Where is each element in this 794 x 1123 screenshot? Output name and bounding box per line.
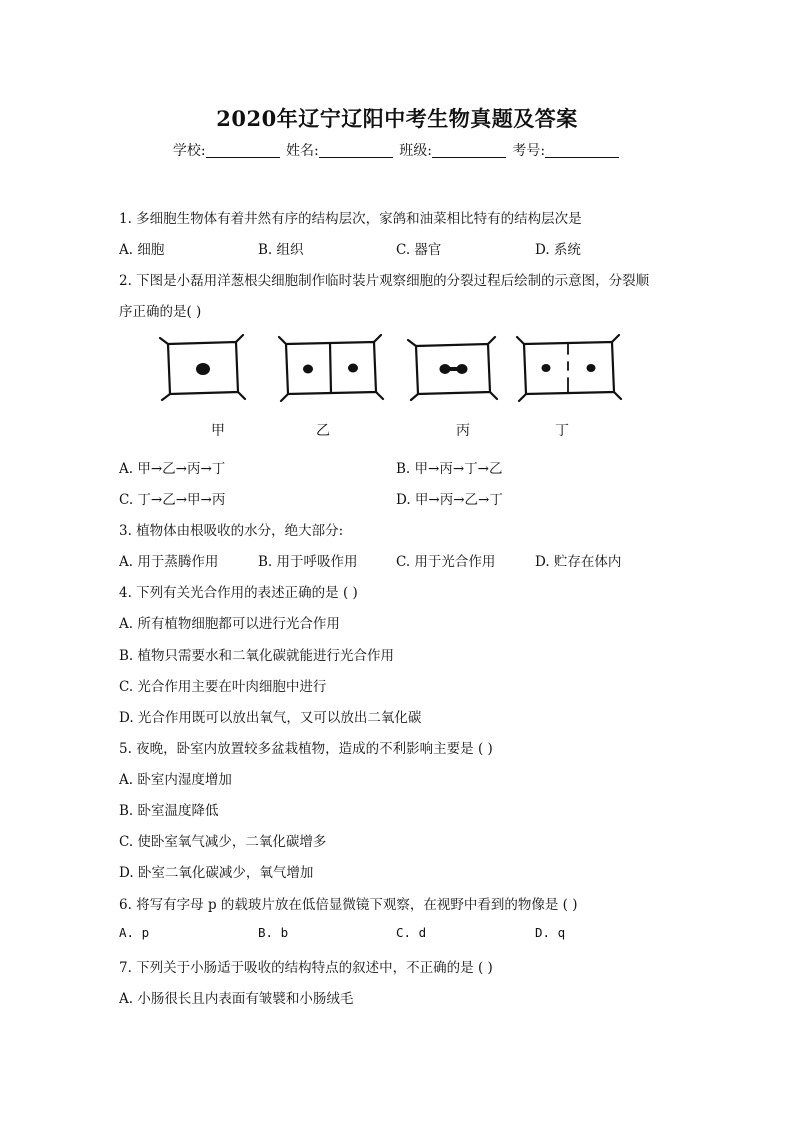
question-5-stem: 5. 夜晚，卧室内放置较多盆栽植物，造成的不利影响主要是 ( ) [119,741,493,757]
nucleus-yi-right [348,364,358,373]
question-1-stem: 1. 多细胞生物体有着井然有序的结构层次，家鸽和油菜相比特有的结构层次是 [119,211,582,227]
q3-option-c: C. 用于光合作用 [396,554,496,570]
q6-option-a: A. p [119,925,150,940]
question-3-stem: 3. 植物体由根吸收的水分，绝大部分: [119,523,344,539]
q4-option-c: C. 光合作用主要在叶肉细胞中进行 [119,679,327,695]
q4-option-a: A. 所有植物细胞都可以进行光合作用 [119,616,340,632]
cell-yi [279,335,383,401]
q4-option-d: D. 光合作用既可以放出氧气，又可以放出二氧化碳 [119,710,422,726]
q4-option-b: B. 植物只需要水和二氧化碳就能进行光合作用 [119,648,395,664]
q5-option-c: C. 使卧室氧气减少，二氧化碳增多 [119,834,327,850]
q3-option-d: D. 贮存在体内 [535,554,622,570]
exam-no-label: 考号: [512,143,546,159]
q2-option-b: B. 甲→丙→丁→乙 [396,461,503,477]
school-blank[interactable] [206,143,280,158]
question-6-stem: 6. 将写有字母 p 的载玻片放在低倍显微镜下观察，在视野中看到的物像是 ( ) [119,897,578,913]
figure-label-jia: 甲 [211,423,225,439]
question-4-stem: 4. 下列有关光合作用的表述正确的是 ( ) [119,585,358,601]
nucleus-bing-bridge [445,367,462,371]
question-2-stem: 2. 下图是小磊用洋葱根尖细胞制作临时装片观察细胞的分裂过程后绘制的示意图，分裂顺 [119,273,650,289]
q3-option-b: B. 用于呼吸作用 [258,554,358,570]
q2-option-c: C. 丁→乙→甲→丙 [119,492,226,508]
cell-ding [517,335,621,401]
figure-label-bing: 丙 [456,423,470,439]
q6-option-c: C. d [396,925,427,940]
q3-option-a: A. 用于蒸腾作用 [119,554,219,570]
q7-option-a: A. 小肠很长且内表面有皱襞和小肠绒毛 [119,991,354,1007]
exam-no-blank[interactable] [545,143,619,158]
nucleus-ding-left [542,364,551,372]
question-2-stem-cont: 序正确的是( ) [119,304,202,320]
class-blank[interactable] [432,143,506,158]
figure-label-ding: 丁 [555,423,569,439]
q5-option-a: A. 卧室内湿度增加 [119,772,232,788]
q1-option-d: D. 系统 [535,242,581,258]
name-blank[interactable] [319,143,393,158]
class-label: 班级: [399,143,432,159]
nucleus-jia [196,363,210,375]
figure-label-yi: 乙 [316,423,330,439]
nucleus-yi-left [303,365,313,374]
student-info-line [0,140,794,160]
q1-option-b: B. 组织 [258,242,304,258]
school-label: 学校: [172,143,206,159]
q1-option-a: A. 细胞 [119,242,165,258]
q6-option-d: D. q [535,925,566,940]
q1-option-c: C. 器官 [396,242,442,258]
q2-option-d: D. 甲→丙→乙→丁 [396,492,503,508]
question-7-stem: 7. 下列关于小肠适于吸收的结构特点的叙述中，不正确的是 ( ) [119,960,493,976]
name-label: 姓名: [286,143,319,159]
q6-option-b: B. b [258,925,289,940]
q5-option-d: D. 卧室二氧化碳减少，氧气增加 [119,865,314,881]
q2-option-a: A. 甲→乙→丙→丁 [119,461,226,477]
nucleus-ding-right [587,364,596,372]
page-title: 2020年辽宁辽阳中考生物真题及答案 [216,106,578,131]
q5-option-b: B. 卧室温度降低 [119,803,219,819]
